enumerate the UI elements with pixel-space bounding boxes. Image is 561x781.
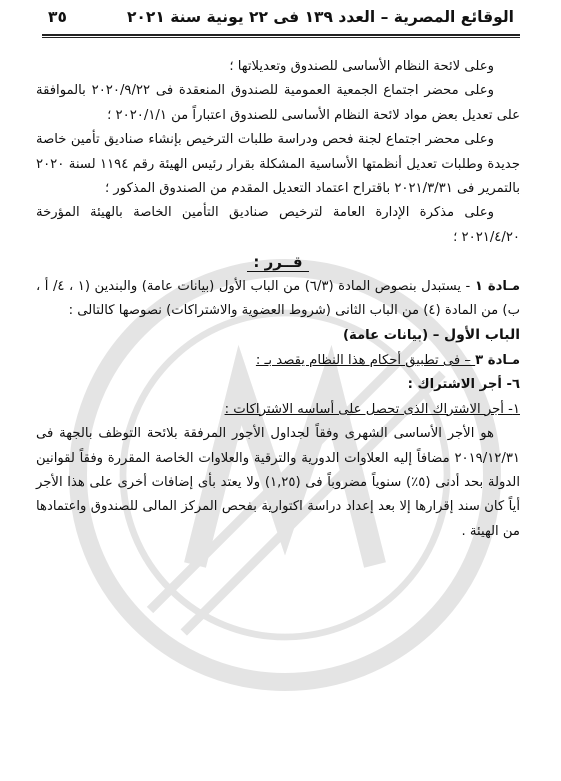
header-rule	[42, 34, 520, 36]
article-3-label: مـادة ٣	[475, 352, 520, 368]
header-rule-thin	[42, 37, 520, 38]
chapter-1-heading	[36, 323, 520, 348]
item-6-1-heading: ١- أجر الاشتراك الذى تحصل على أساسه الاشتراكات :	[224, 401, 520, 417]
article-1	[36, 275, 520, 324]
paragraph: وعلى لائحة النظام الأساسى للصندوق وتعديلاتها ؛	[229, 59, 494, 74]
article-1-text: - يستبدل بنصوص المادة (٦/٣) من الباب الأول (بيانات عامة) والبندين (١ ، ٤/ أ ، ب) من المادة (٤) من الباب الثانى (شروط العضوية والاشتراكات) نصوصها كالتالى :	[36, 278, 520, 319]
page-header	[48, 4, 514, 30]
decree-title: قــرر :	[247, 253, 308, 272]
paragraph: وعلى محضر اجتماع الجمعية العمومية للصندوق المنعقدة فى ٢٠٢٠/٩/٢٢ بالموافقة على تعديل بعض مواد لائحة النظام الأساسى للصندوق اعتباراً من ٢٠٢٠/١/١ ؛	[36, 83, 520, 123]
document-body	[36, 55, 520, 544]
paragraph: وعلى مذكرة الإدارة العامة لترخيص صناديق التأمين الخاصة بالهيئة المؤرخة ٢٠٢١/٤/٢٠ ؛	[36, 205, 520, 245]
page-number: ٣٥	[48, 8, 67, 26]
paragraph: هو الأجر الأساسى الشهرى وفقاً لجداول الأجور المرفقة بلائحة التوظف بالجهة فى ٢٠١٩/١٢/٣١ مضافاً إليه العلاوات الدورية والترقية والعلاوات الخاصة المقررة وفقاً لقوانين الدولة بحد أدنى (٥٪) سنوياً مضروباً فى (١,٢٥) ولا يعتد بأى إضافات أخرى على هذا الأجر أياً كان سند إقرارها إلا بعد إعداد دراسة اكتوارية بفحص المركز المالى للصندوق واعتمادها من الهيئة .	[36, 426, 520, 539]
decree-heading	[36, 250, 520, 274]
header-title: الوقائع المصرية – العدد ١٣٩ فى ٢٢ يونية سنة ٢٠٢١	[126, 8, 514, 26]
paragraph: وعلى محضر اجتماع لجنة فحص ودراسة طلبات الترخيص بإنشاء صناديق تأمين خاصة جديدة وطلبات تعديل أنظمتها الأساسية المشكلة بقرار رئيس الهيئة رقم ١١٩٤ لسنة ٢٠٢٠ بالتمرير فى ٢٠٢١/٣/٣١ باقتراح اعتماد التعديل المقدم من الصندوق المذكور ؛	[36, 132, 520, 197]
chapter-1-rest: – (بيانات عامة)	[342, 328, 444, 344]
chapter-1-label: الباب الأول	[443, 327, 520, 344]
item-6-heading: ٦- أجر الاشتراك :	[407, 377, 520, 393]
article-3	[36, 349, 520, 373]
article-1-label: مـادة ١	[474, 278, 521, 294]
article-3-rest: – فى تطبيق أحكام هذا النظام يقصد بـ :	[255, 352, 476, 368]
